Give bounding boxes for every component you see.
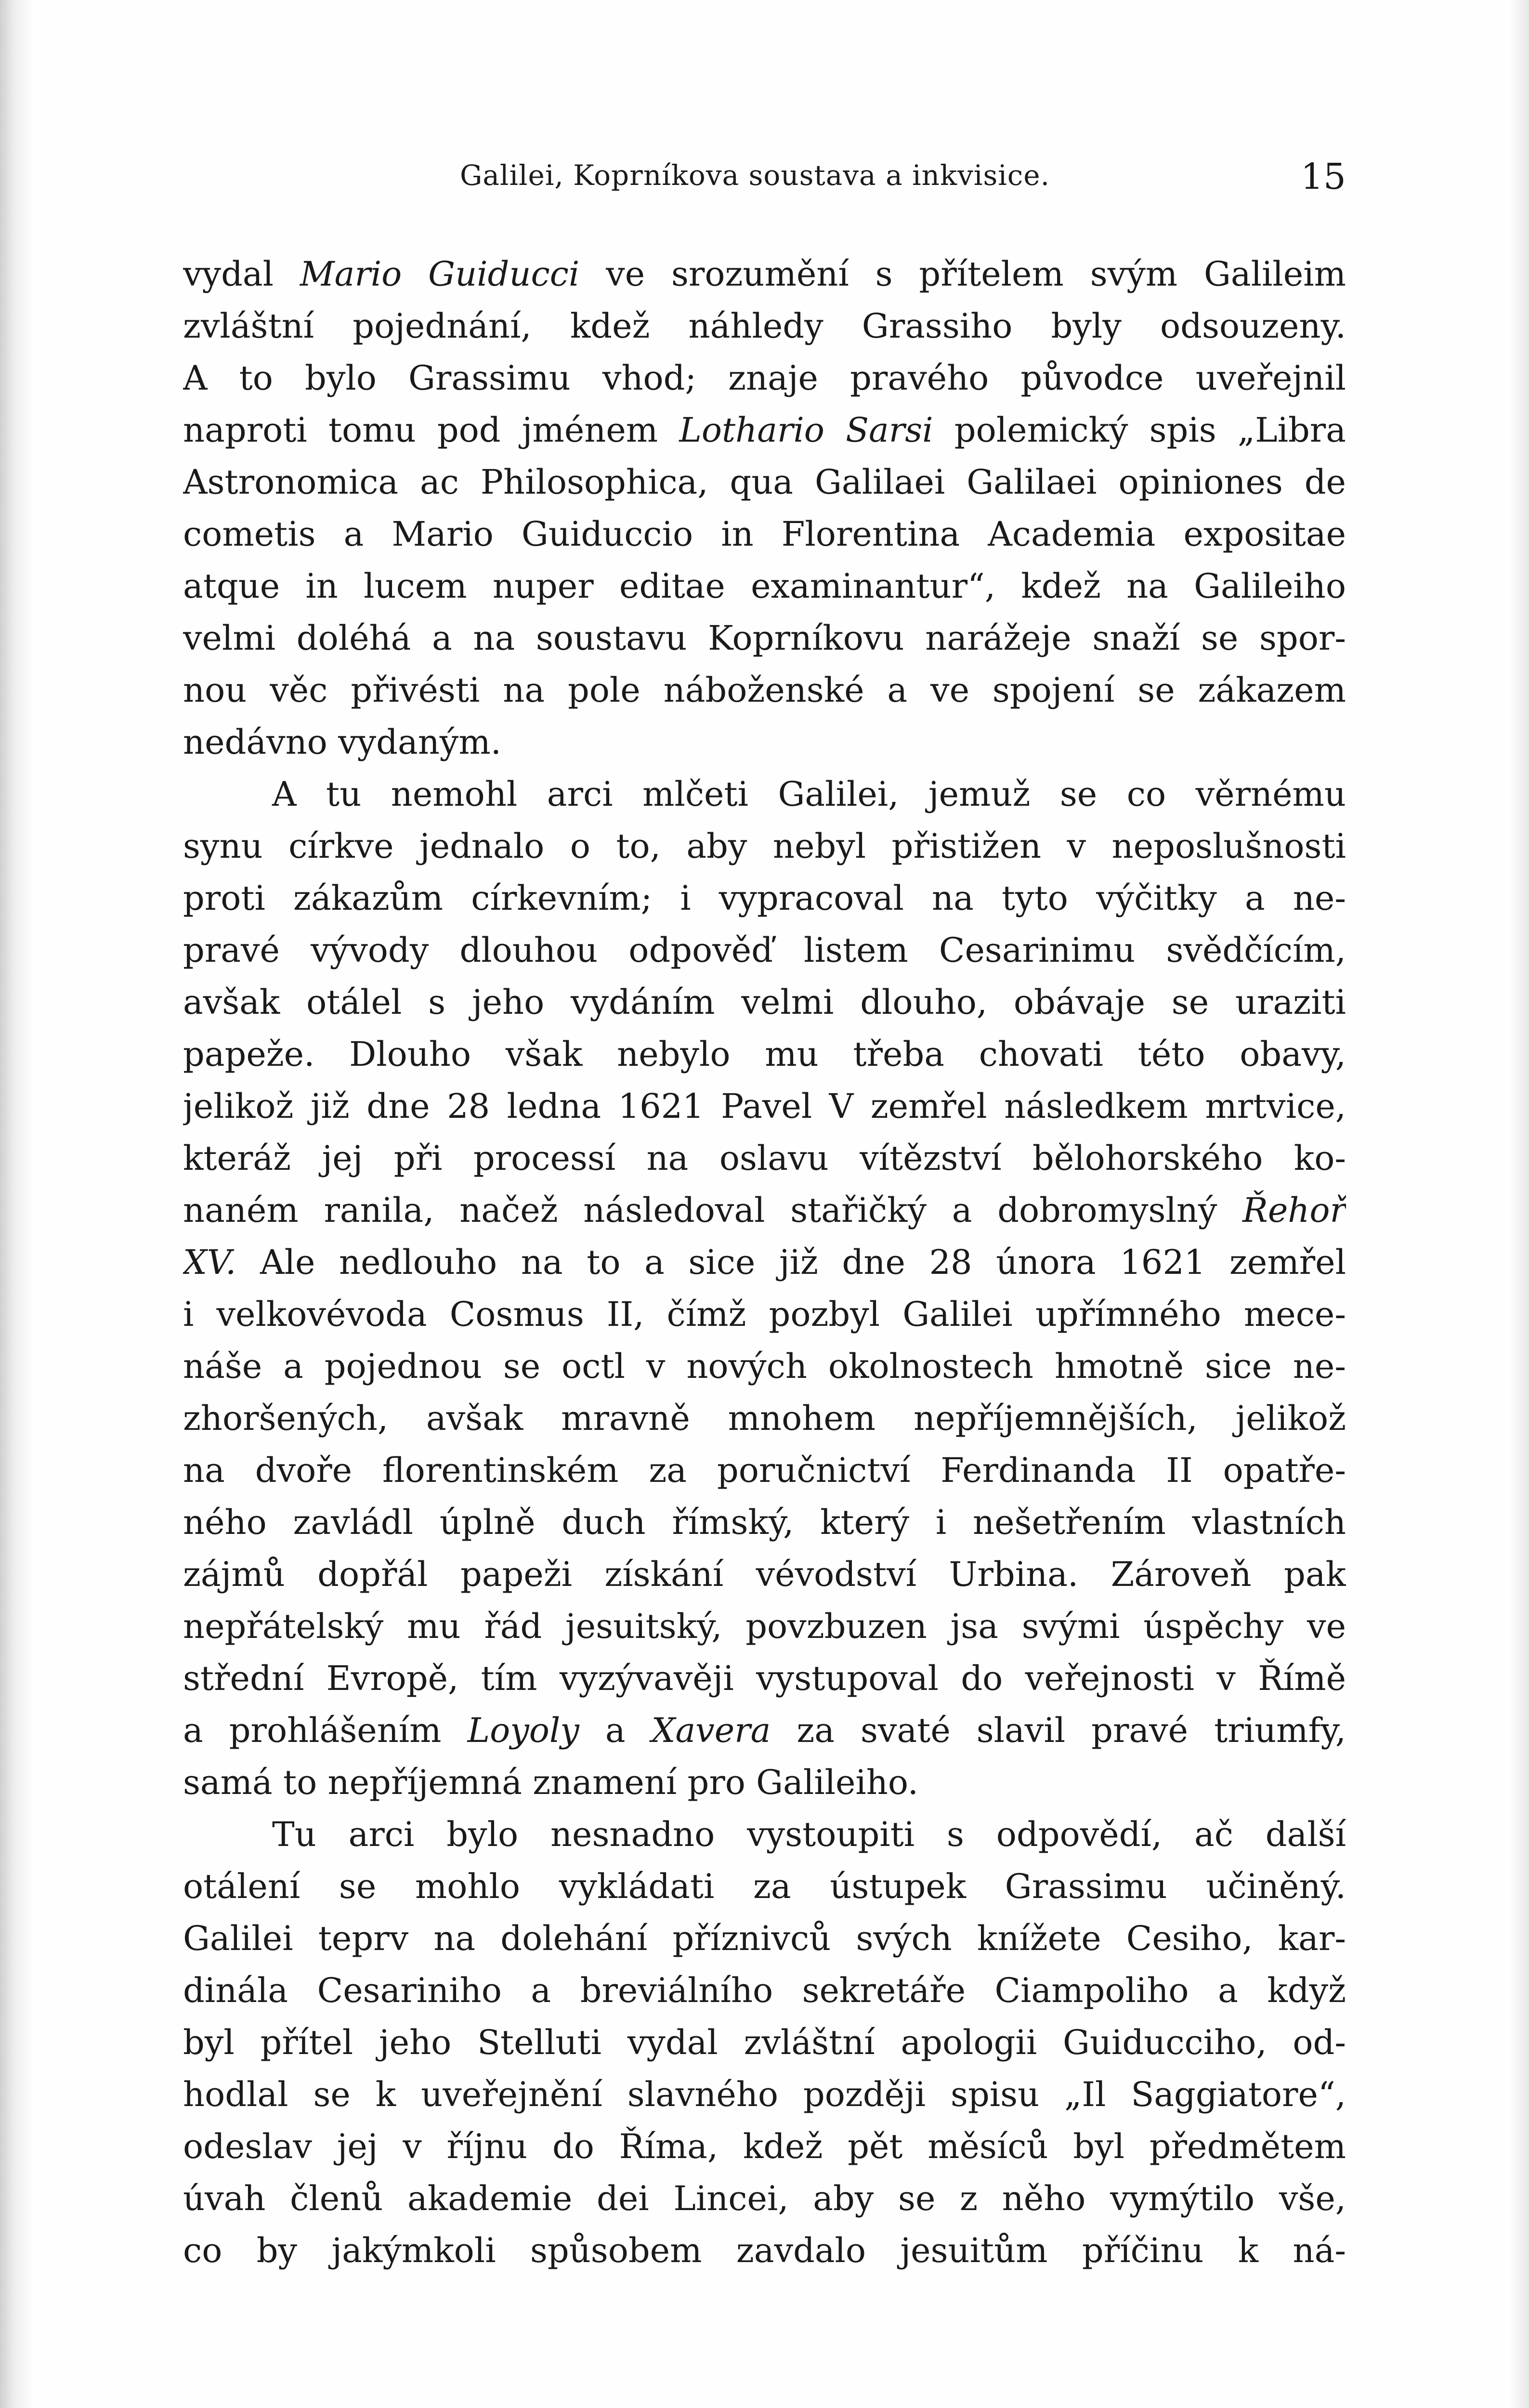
page-number: 15 <box>1300 156 1346 197</box>
text-line <box>183 300 1346 352</box>
text-run: Astronomica ac Philosophica, qua Galilaei Galilaei opiniones de <box>183 462 1346 502</box>
text-line <box>183 1756 1346 1808</box>
italic-text: Xavera <box>651 1711 771 1750</box>
text-line <box>183 1548 1346 1600</box>
text-line <box>183 1912 1346 1964</box>
text-line <box>183 248 1346 300</box>
text-run: kteráž jej při processí na oslavu vítězství bělohorského ko- <box>183 1139 1346 1178</box>
text-run: avšak otálel s jeho vydáním velmi dlouho, obávaje se uraziti <box>183 982 1346 1022</box>
text-line <box>183 924 1346 976</box>
text-run: otálení se mohlo vykládati za ústupek Grassimu učiněný. <box>183 1867 1346 1906</box>
text-line <box>183 1184 1346 1236</box>
text-run: dinála Cesariniho a breviálního sekretáře Ciampoliho a když <box>183 1971 1346 2010</box>
text-run: atque in lucem nuper editae examinantur“, kdež na Galileiho <box>183 566 1346 606</box>
text-line <box>183 1080 1346 1132</box>
text-line <box>183 1704 1346 1756</box>
text-run: zájmů dopřál papeži získání vévodství Urbina. Zároveň pak <box>183 1555 1346 1594</box>
text-run: ného zavládl úplně duch římský, který i nešetřením vlastních <box>183 1503 1346 1542</box>
text-run: náše a pojednou se octl v nových okolnostech hmotně sice ne- <box>183 1347 1346 1386</box>
text-line <box>183 2225 1346 2277</box>
text-line <box>183 560 1346 612</box>
text-line <box>183 508 1346 560</box>
scan-edge-left <box>0 0 34 2408</box>
scan-edge-right <box>1510 0 1529 2408</box>
text-line <box>183 404 1346 456</box>
text-run: A to bylo Grassimu vhod; znaje pravého původce uveřejnil <box>183 358 1346 398</box>
text-run: nedávno vydaným. <box>183 722 501 762</box>
text-line <box>183 768 1346 820</box>
text-run: naném ranila, načež následoval stařičký a dobromyslný <box>183 1191 1243 1230</box>
text-run: úvah členů akademie dei Lincei, aby se z něho vymýtilo vše, <box>183 2179 1346 2218</box>
text-run: cometis a Mario Guiduccio in Florentina Academia expositae <box>183 514 1346 554</box>
text-line <box>183 1132 1346 1184</box>
text-run: velmi doléhá a na soustavu Koprníkovu narážeje snaží se spor- <box>183 618 1346 658</box>
text-run: zhoršených, avšak mravně mnohem nepříjemnějších, jelikož <box>183 1399 1346 1438</box>
text-line <box>183 2068 1346 2120</box>
text-line <box>183 664 1346 716</box>
text-run: vydal <box>183 254 300 294</box>
text-run: zvláštní pojednání, kdež náhledy Grassiho byly odsouzeny. <box>183 306 1346 346</box>
text-line <box>183 976 1346 1028</box>
text-line <box>183 820 1346 872</box>
running-title: Galilei, Koprníkova soustava a inkvisice. <box>460 159 1050 192</box>
text-run: pravé vývody dlouhou odpověď listem Cesarinimu svědčícím, <box>183 930 1346 970</box>
text-run: A tu nemohl arci mlčeti Galilei, jemuž se co věrnému <box>272 774 1346 814</box>
text-line <box>183 1652 1346 1704</box>
text-run: nou věc přivésti na pole náboženské a ve spojení se zákazem <box>183 670 1346 710</box>
text-line <box>183 1444 1346 1496</box>
text-run: samá to nepříjemná znamení pro Galileiho. <box>183 1763 919 1802</box>
text-run: byl přítel jeho Stelluti vydal zvláštní apologii Guiducciho, od- <box>183 2023 1346 2062</box>
text-run: Tu arci bylo nesnadno vystoupiti s odpovědí, ač další <box>272 1815 1346 1854</box>
text-line <box>183 456 1346 508</box>
text-line <box>183 716 1346 768</box>
text-line <box>183 2016 1346 2068</box>
text-line <box>183 612 1346 664</box>
text-line <box>183 1964 1346 2016</box>
text-run: i velkovévoda Cosmus II, čímž pozbyl Galilei upřímného mece- <box>183 1295 1346 1334</box>
text-run: Ale nedlouho na to a sice již dne 28 února 1621 zemřel <box>236 1243 1346 1282</box>
text-line <box>183 1236 1346 1288</box>
text-line <box>183 2172 1346 2225</box>
text-run: střední Evropě, tím vyzývavěji vystupoval do veřejnosti v Římě <box>183 1659 1346 1698</box>
text-line <box>183 1808 1346 1860</box>
body-text <box>183 248 1346 2277</box>
text-line <box>183 1028 1346 1080</box>
text-line <box>183 1600 1346 1652</box>
text-line <box>183 872 1346 924</box>
text-line <box>183 1340 1346 1392</box>
text-run: jelikož již dne 28 ledna 1621 Pavel V zemřel následkem mrtvice, <box>183 1086 1346 1126</box>
text-run: co by jakýmkoli spůsobem zavdalo jesuitům příčinu k ná- <box>183 2231 1346 2270</box>
text-run: nepřátelský mu řád jesuitský, povzbuzen jsa svými úspěchy ve <box>183 1607 1346 1646</box>
italic-text: Mario Guiducci <box>300 254 580 294</box>
text-run: odeslav jej v říjnu do Říma, kdež pět měsíců byl předmětem <box>183 2127 1346 2166</box>
text-run: a <box>579 1711 652 1750</box>
text-run: ve srozumění s přítelem svým Galileim <box>579 254 1346 294</box>
text-line <box>183 1496 1346 1548</box>
text-line <box>183 1860 1346 1912</box>
text-run: za svaté slavil pravé triumfy, <box>771 1711 1346 1750</box>
text-run: polemický spis „Libra <box>933 410 1346 450</box>
text-run: hodlal se k uveřejnění slavného později spisu „Il Saggiatore“, <box>183 2075 1346 2114</box>
italic-text: Řehoř <box>1242 1191 1346 1230</box>
text-run: a prohlášením <box>183 1711 468 1750</box>
text-run: naproti tomu pod jménem <box>183 410 680 450</box>
italic-text: XV. <box>183 1243 236 1282</box>
running-head <box>183 156 1346 202</box>
text-line <box>183 352 1346 404</box>
italic-text: Lothario Sarsi <box>679 410 933 450</box>
text-run: papeže. Dlouho však nebylo mu třeba chovati této obavy, <box>183 1034 1346 1074</box>
text-run: na dvoře florentinském za poručnictví Ferdinanda II opatře- <box>183 1451 1346 1490</box>
italic-text: Loyoly <box>467 1711 579 1750</box>
text-line <box>183 1392 1346 1444</box>
text-line <box>183 2120 1346 2172</box>
text-run: proti zákazům církevním; i vypracoval na tyto výčitky a ne- <box>183 878 1346 918</box>
text-run: Galilei teprv na dolehání příznivců svých knížete Cesiho, kar- <box>183 1919 1346 1958</box>
text-run: synu církve jednalo o to, aby nebyl přistižen v neposlušnosti <box>183 826 1346 866</box>
text-line <box>183 1288 1346 1340</box>
